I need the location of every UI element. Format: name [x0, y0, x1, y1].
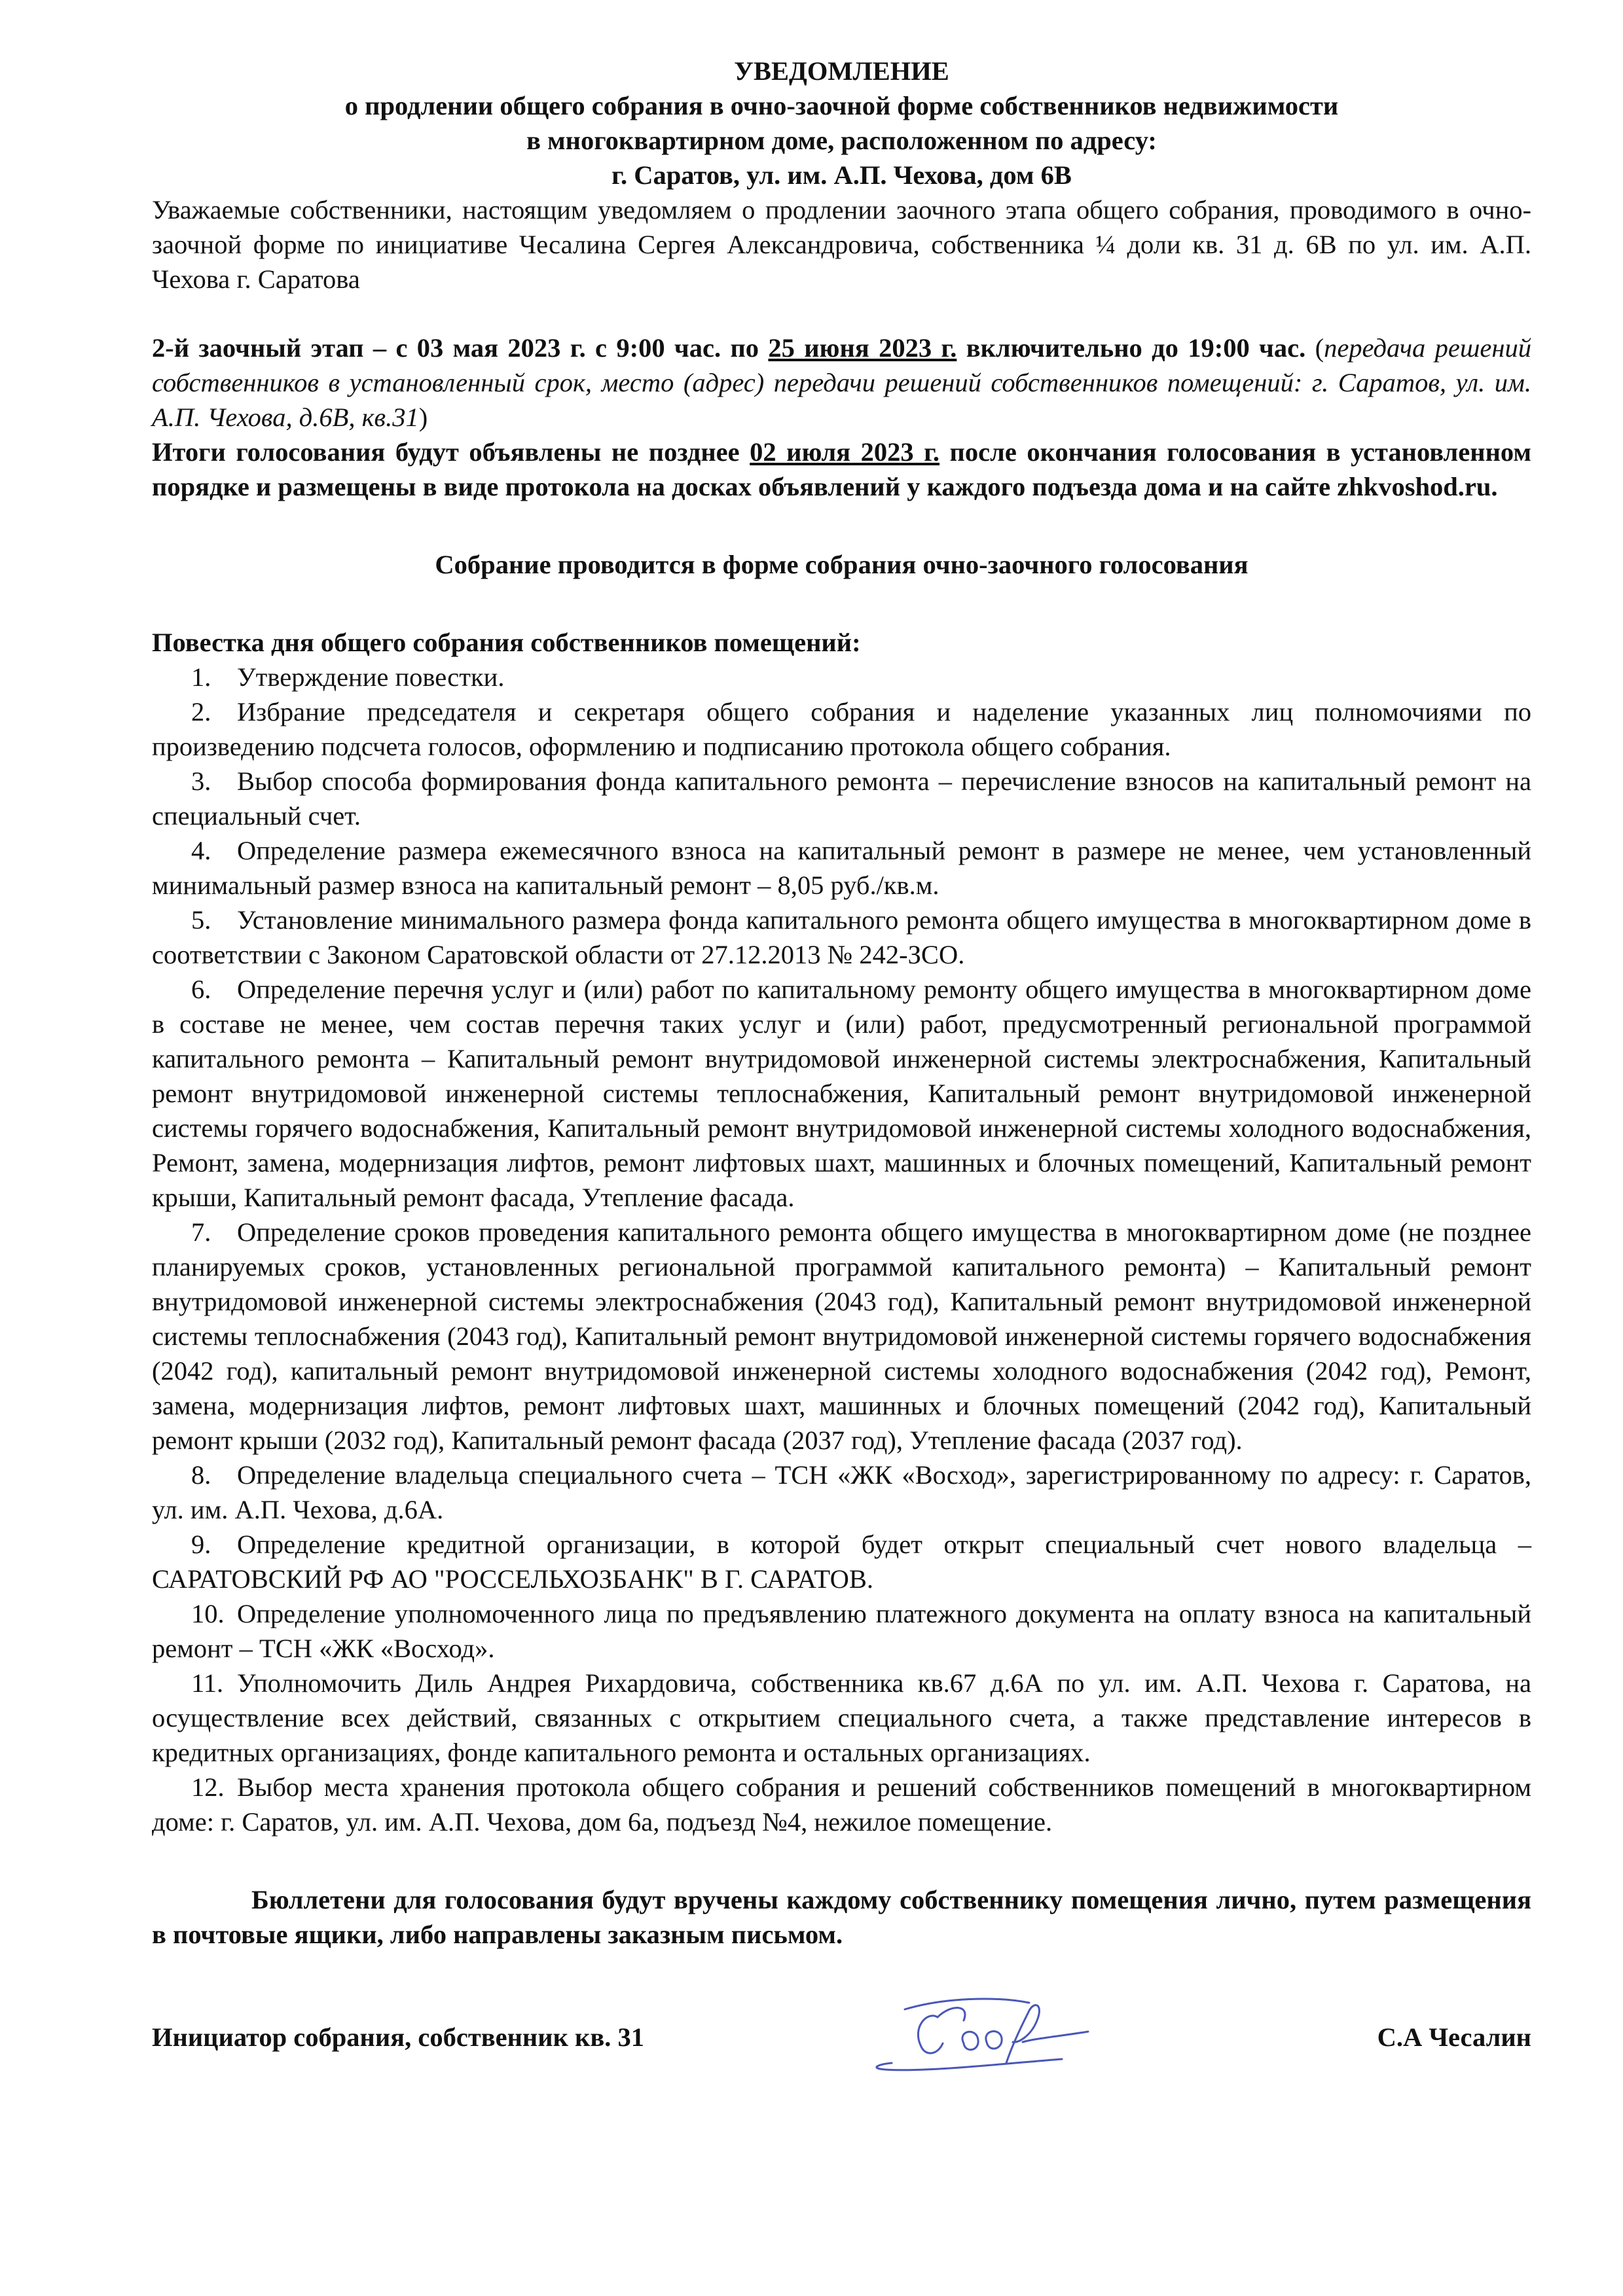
agenda-item [152, 694, 1531, 764]
agenda-item-text: Определение размера ежемесячного взноса на капитальный ремонт в размере не менее, чем установленный минимальный размер взноса на капитальный ремонт – 8,05 руб./кв.м. [152, 836, 1531, 900]
agenda-item [152, 972, 1531, 1215]
stage-paragraph [152, 331, 1531, 435]
agenda-item [152, 833, 1531, 903]
initiator-label: Инициатор собрания, собственник кв. 31 [152, 2022, 644, 2052]
notice-subtitle-line1: о продлении общего собрания в очно-заочной форме собственников недвижимости [344, 91, 1339, 120]
agenda-item-text: Определение уполномоченного лица по предъявлению платежного документа на оплату взноса на капитальный ремонт – ТСН «ЖК «Восход». [152, 1599, 1531, 1663]
notice-subtitle-line2: в многоквартирном доме, расположенном по адресу: [526, 126, 1157, 155]
agenda-item-text: Избрание председателя и секретаря общего собрания и наделение указанных лиц полномочиями по произведению подсчета голосов, оформлению и подписанию протокола общего собрания. [152, 697, 1531, 761]
agenda-item-text: Выбор способа формирования фонда капитального ремонта – перечисление взносов на капитальный ремонт на специальный счет. [152, 766, 1531, 831]
agenda-item-number: 3. [191, 766, 211, 796]
agenda-item-text: Установление минимального размера фонда капитального ремонта общего имущества в многоквартирном доме в соответствии с Законом Саратовской области от 27.12.2013 № 242-ЗСО. [152, 905, 1531, 969]
agenda-item-text: Определение сроков проведения капитального ремонта общего имущества в многоквартирном доме (не позднее планируемых сроков, установленных региональной программой капитального ремонта) – Капитальный ремонт внутридомовой инженерной системы электроснабжения (2043 год), Капитальный ремонт внутридомовой инженерной системы теплоснабжения (2043 год), Капитальный ремонт внутридомовой инженерной системы горячего водоснабжения (2042 год), капитальный ремонт внутридомовой инженерной системы холодного водоснабжения (2042 год), Ремонт, замена, модернизация лифтов, ремонт лифтовых шахт, машинных и блочных помещений (2042 год), Капитальный ремонт крыши (2032 год), Капитальный ремонт фасада (2037 год), Утепление фасада (2037 год). [152, 1217, 1531, 1455]
agenda-item-number: 2. [191, 697, 211, 726]
agenda-item-number: 8. [191, 1460, 211, 1490]
agenda-item [152, 1666, 1531, 1770]
agenda-item-number: 11. [191, 1668, 224, 1698]
results-text-end: после окончания голосования в установленном порядке и размещены в виде протокола на досках объявлений у каждого подъезда дома и на сайте zhkvoshod.ru. [152, 437, 1531, 501]
agenda-item-text: Выбор места хранения протокола общего собрания и решений собственников помещений в многоквартирном доме: г. Саратов, ул. им. А.П. Чехова, дом 6а, подъезд №4, нежилое помещение. [152, 1772, 1531, 1837]
stage-note-open: ( [1315, 333, 1324, 363]
agenda-item-number: 5. [191, 905, 211, 935]
agenda-item [152, 1596, 1531, 1666]
agenda-item [152, 1215, 1531, 1458]
agenda-list [152, 660, 1531, 1839]
agenda-item [152, 903, 1531, 972]
stage-note: передача решений собственников в установленный срок, место (адрес) передачи решений собственников помещений: г. Саратов, ул. им. А.П. Чехова, д.6В, кв.31 [152, 333, 1531, 432]
agenda-heading: Повестка дня общего собрания собственников помещений: [152, 628, 861, 657]
results-date: 02 июля 2023 г. [750, 437, 940, 467]
initiator-name: С.А Чесалин [1377, 2022, 1531, 2052]
agenda-item [152, 660, 1531, 694]
agenda-item-text: Определение перечня услуг и (или) работ по капитальному ремонту общего имущества в многоквартирном доме в составе не менее, чем состав перечня таких услуг и (или) работ, предусмотренный региональной программой капитального ремонта – Капитальный ремонт внутридомовой инженерной системы электроснабжения, Капитальный ремонт внутридомовой инженерной системы теплоснабжения, Капитальный ремонт внутридомовой инженерной системы горячего водоснабжения, Капитальный ремонт внутридомовой инженерной системы холодного водоснабжения, Ремонт, замена, модернизация лифтов, ремонт лифтовых шахт, машинных и блочных помещений, Капитальный ремонт крыши, Капитальный ремонт фасада, Утепление фасада. [152, 975, 1531, 1212]
agenda-item-text: Утверждение повестки. [237, 662, 505, 692]
agenda-item-number: 12. [191, 1772, 225, 1802]
stage-text-start: 2-й заочный этап – с 03 мая 2023 г. с 9:00 час. по [152, 333, 769, 363]
signature-row [152, 1991, 1531, 2083]
agenda-item-number: 6. [191, 975, 211, 1004]
agenda-item [152, 1770, 1531, 1839]
notice-title: УВЕДОМЛЕНИЕ [734, 56, 949, 86]
agenda-item-number: 7. [191, 1217, 211, 1247]
intro-paragraph: Уважаемые собственники, настоящим уведомляем о продлении заочного этапа общего собрания, проводимого в очно-заочной форме по инициативе Чесалина Сергея Александровича, собственника ¼ доли кв. 31 д. 6В по ул. им. А.П. Чехова г. Саратова [152, 195, 1531, 294]
form-heading: Собрание проводится в форме собрания очно-заочного голосования [435, 550, 1249, 579]
agenda-item-number: 10. [191, 1599, 225, 1628]
results-text-start: Итоги голосования будут объявлены не позднее [152, 437, 750, 467]
stage-text-end: включительно до 19:00 час. [957, 333, 1306, 363]
notice-address: г. Саратов, ул. им. А.П. Чехова, дом 6В [611, 160, 1072, 190]
agenda-item-number: 1. [191, 662, 211, 692]
results-paragraph [152, 435, 1531, 504]
stage-note-close: ) [418, 403, 428, 432]
agenda-item-text: Определение владельца специального счета – ТСН «ЖК «Восход», зарегистрированному по адресу: г. Саратов, ул. им. А.П. Чехова, д.6А. [152, 1460, 1531, 1524]
ballots-paragraph: Бюллетени для голосования будут вручены каждому собственнику помещения лично, путем размещения в почтовые ящики, либо направлены заказным письмом. [152, 1885, 1531, 1949]
agenda-item-text: Определение кредитной организации, в которой будет открыт специальный счет нового владельца – САРАТОВСКИЙ РФ АО "РОССЕЛЬХОЗБАНК" В Г. САРАТОВ. [152, 1530, 1531, 1594]
agenda-item [152, 1458, 1531, 1527]
agenda-item-number: 9. [191, 1530, 211, 1559]
agenda-item-number: 4. [191, 836, 211, 865]
handwritten-signature-icon [866, 1991, 1114, 2076]
agenda-item [152, 1527, 1531, 1596]
stage-end-date: 25 июня 2023 г. [768, 333, 957, 363]
agenda-item [152, 764, 1531, 833]
agenda-item-text: Уполномочить Диль Андрея Рихардовича, собственника кв.67 д.6А по ул. им. А.П. Чехова г. Саратова, на осуществление всех действий, связанных с открытием специального счета, а также представление интересов в кредитных организациях, фонде капитального ремонта и остальных организациях. [152, 1668, 1531, 1767]
